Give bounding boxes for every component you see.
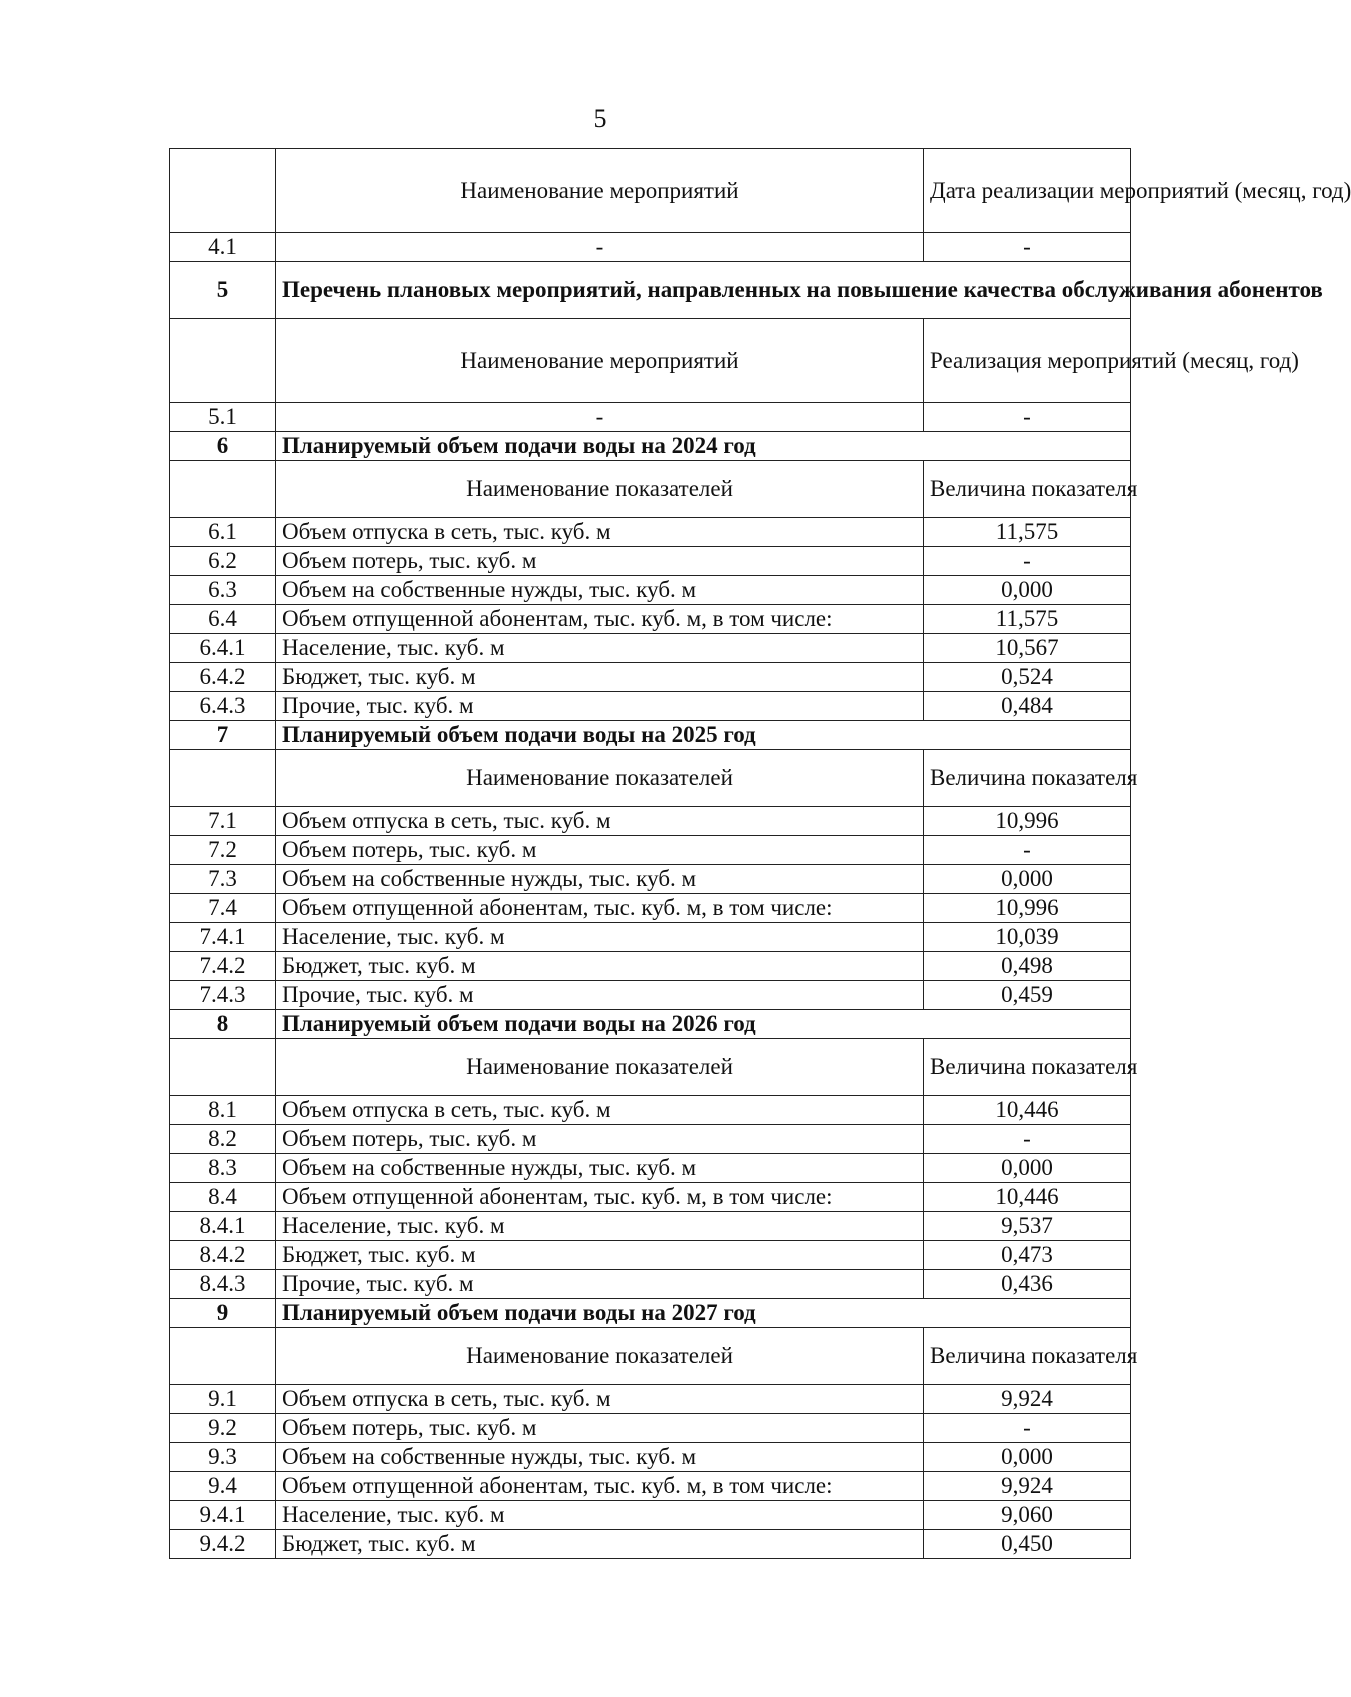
row-number: 8.4.3 — [170, 1270, 276, 1299]
row-name: - — [276, 233, 924, 262]
table-row — [170, 663, 1131, 692]
table-row — [170, 1096, 1131, 1125]
row-name: Объем потерь, тыс. куб. м — [276, 1414, 924, 1443]
row-number: 6.4.1 — [170, 634, 276, 663]
row-name: Население, тыс. куб. м — [276, 1212, 924, 1241]
row-value: 11,575 — [924, 518, 1131, 547]
header-date-cell: Дата реализации мероприятий (месяц, год) — [924, 149, 1131, 233]
table-row — [170, 865, 1131, 894]
header-num-cell — [170, 319, 276, 403]
row-number: 8.1 — [170, 1096, 276, 1125]
row-number: 9.3 — [170, 1443, 276, 1472]
row-name: Объем отпуска в сеть, тыс. куб. м — [276, 807, 924, 836]
table-row — [170, 233, 1131, 262]
table-row — [170, 894, 1131, 923]
row-number: 7.2 — [170, 836, 276, 865]
row-value: 11,575 — [924, 605, 1131, 634]
row-number: 5.1 — [170, 403, 276, 432]
row-number: 8.3 — [170, 1154, 276, 1183]
table-row — [170, 634, 1131, 663]
row-number: 7.4 — [170, 894, 276, 923]
row-name: Объем отпуска в сеть, тыс. куб. м — [276, 1385, 924, 1414]
row-value: - — [924, 836, 1131, 865]
row-name: Объем на собственные нужды, тыс. куб. м — [276, 1443, 924, 1472]
table-row — [170, 807, 1131, 836]
header-value-cell: Величина показателя — [924, 1039, 1131, 1096]
row-value: 0,450 — [924, 1530, 1131, 1559]
row-number: 9.4 — [170, 1472, 276, 1501]
row-value: 0,436 — [924, 1270, 1131, 1299]
row-value: - — [924, 1414, 1131, 1443]
row-value: - — [924, 403, 1131, 432]
row-value: 10,996 — [924, 807, 1131, 836]
section-title: Планируемый объем подачи воды на 2026 год — [276, 1010, 1131, 1039]
table-row — [170, 1154, 1131, 1183]
table-row — [170, 576, 1131, 605]
section-title: Перечень плановых мероприятий, направленных на повышение качества обслуживания абонентов — [276, 262, 1131, 319]
header-name-cell: Наименование мероприятий — [276, 149, 924, 233]
row-value: - — [924, 1125, 1131, 1154]
section-header-row — [170, 461, 1131, 518]
section-number: 6 — [170, 432, 276, 461]
table-row — [170, 1183, 1131, 1212]
header-name-cell: Наименование показателей — [276, 750, 924, 807]
section-title: Планируемый объем подачи воды на 2027 год — [276, 1299, 1131, 1328]
row-name: Бюджет, тыс. куб. м — [276, 663, 924, 692]
row-number: 7.3 — [170, 865, 276, 894]
header-name-cell: Наименование мероприятий — [276, 319, 924, 403]
row-number: 6.4.3 — [170, 692, 276, 721]
table-row — [170, 1241, 1131, 1270]
row-value: 9,924 — [924, 1472, 1131, 1501]
section-title: Планируемый объем подачи воды на 2024 год — [276, 432, 1131, 461]
row-name: Объем на собственные нужды, тыс. куб. м — [276, 1154, 924, 1183]
table-row — [170, 403, 1131, 432]
header-num-cell — [170, 1039, 276, 1096]
row-number: 7.4.2 — [170, 952, 276, 981]
row-name: Бюджет, тыс. куб. м — [276, 1530, 924, 1559]
row-number: 8.4.2 — [170, 1241, 276, 1270]
header-num-cell — [170, 1328, 276, 1385]
table-row — [170, 952, 1131, 981]
row-name: Объем отпуска в сеть, тыс. куб. м — [276, 518, 924, 547]
row-number: 6.1 — [170, 518, 276, 547]
header-value-cell: Величина показателя — [924, 1328, 1131, 1385]
row-value: 10,567 — [924, 634, 1131, 663]
section-header-row — [170, 1039, 1131, 1096]
row-value: 0,000 — [924, 1443, 1131, 1472]
table-row — [170, 836, 1131, 865]
section-title-row — [170, 1299, 1131, 1328]
row-value: 0,498 — [924, 952, 1131, 981]
table-row — [170, 1270, 1131, 1299]
header-num-cell — [170, 461, 276, 518]
section-title: Планируемый объем подачи воды на 2025 год — [276, 721, 1131, 750]
section-title-row — [170, 262, 1131, 319]
row-value: 10,446 — [924, 1183, 1131, 1212]
row-name: Прочие, тыс. куб. м — [276, 981, 924, 1010]
row-name: Бюджет, тыс. куб. м — [276, 952, 924, 981]
row-name: Объем на собственные нужды, тыс. куб. м — [276, 865, 924, 894]
section-header-row — [170, 1328, 1131, 1385]
table-row — [170, 605, 1131, 634]
row-name: Объем потерь, тыс. куб. м — [276, 1125, 924, 1154]
header-value-cell: Реализация мероприятий (месяц, год) — [924, 319, 1131, 403]
row-name: Бюджет, тыс. куб. м — [276, 1241, 924, 1270]
table-row — [170, 692, 1131, 721]
row-name: Объем отпущенной абонентам, тыс. куб. м, в том числе: — [276, 605, 924, 634]
row-number: 9.4.2 — [170, 1530, 276, 1559]
row-name: Население, тыс. куб. м — [276, 634, 924, 663]
table-row — [170, 1443, 1131, 1472]
row-value: 10,996 — [924, 894, 1131, 923]
table-row — [170, 518, 1131, 547]
row-number: 9.2 — [170, 1414, 276, 1443]
section-header-row — [170, 319, 1131, 403]
row-number: 6.4 — [170, 605, 276, 634]
row-number: 9.4.1 — [170, 1501, 276, 1530]
row-number: 6.4.2 — [170, 663, 276, 692]
row-value: 0,459 — [924, 981, 1131, 1010]
row-name: Объем потерь, тыс. куб. м — [276, 836, 924, 865]
section-number: 7 — [170, 721, 276, 750]
row-number: 7.4.1 — [170, 923, 276, 952]
row-value: 9,060 — [924, 1501, 1131, 1530]
page-number: 5 — [593, 104, 607, 133]
row-value: - — [924, 547, 1131, 576]
row-number: 9.1 — [170, 1385, 276, 1414]
row-name: Население, тыс. куб. м — [276, 1501, 924, 1530]
section-number: 9 — [170, 1299, 276, 1328]
row-value: 10,446 — [924, 1096, 1131, 1125]
row-number: 4.1 — [170, 233, 276, 262]
row-name: - — [276, 403, 924, 432]
row-value: 0,473 — [924, 1241, 1131, 1270]
section-header-row — [170, 750, 1131, 807]
section-title-row — [170, 721, 1131, 750]
row-value: 0,000 — [924, 865, 1131, 894]
header-num-cell — [170, 149, 276, 233]
row-name: Объем отпущенной абонентам, тыс. куб. м, в том числе: — [276, 894, 924, 923]
row-name: Объем потерь, тыс. куб. м — [276, 547, 924, 576]
row-number: 8.4.1 — [170, 1212, 276, 1241]
table-row — [170, 547, 1131, 576]
row-number: 6.3 — [170, 576, 276, 605]
table-row — [170, 1125, 1131, 1154]
section-number: 5 — [170, 262, 276, 319]
header-name-cell: Наименование показателей — [276, 1328, 924, 1385]
section-title-row — [170, 432, 1131, 461]
header-num-cell — [170, 750, 276, 807]
table-row — [170, 981, 1131, 1010]
header-name-cell: Наименование показателей — [276, 461, 924, 518]
row-value: 0,524 — [924, 663, 1131, 692]
table-header-row — [170, 149, 1131, 233]
row-number: 8.4 — [170, 1183, 276, 1212]
header-value-cell: Величина показателя — [924, 750, 1131, 807]
table-row — [170, 923, 1131, 952]
table-row — [170, 1501, 1131, 1530]
table-row — [170, 1414, 1131, 1443]
row-value: 0,000 — [924, 1154, 1131, 1183]
row-number: 8.2 — [170, 1125, 276, 1154]
row-number: 7.1 — [170, 807, 276, 836]
row-value: 10,039 — [924, 923, 1131, 952]
row-value: 0,000 — [924, 576, 1131, 605]
row-name: Объем на собственные нужды, тыс. куб. м — [276, 576, 924, 605]
row-name: Прочие, тыс. куб. м — [276, 692, 924, 721]
section-number: 8 — [170, 1010, 276, 1039]
row-name: Объем отпущенной абонентам, тыс. куб. м, в том числе: — [276, 1472, 924, 1501]
table-row — [170, 1472, 1131, 1501]
row-name: Объем отпуска в сеть, тыс. куб. м — [276, 1096, 924, 1125]
row-value: 9,924 — [924, 1385, 1131, 1414]
section-title-row — [170, 1010, 1131, 1039]
table-row — [170, 1212, 1131, 1241]
row-number: 6.2 — [170, 547, 276, 576]
table-row — [170, 1385, 1131, 1414]
row-value: 9,537 — [924, 1212, 1131, 1241]
row-name: Прочие, тыс. куб. м — [276, 1270, 924, 1299]
header-value-cell: Величина показателя — [924, 461, 1131, 518]
row-number: 7.4.3 — [170, 981, 276, 1010]
row-name: Объем отпущенной абонентам, тыс. куб. м, в том числе: — [276, 1183, 924, 1212]
row-value: - — [924, 233, 1131, 262]
header-name-cell: Наименование показателей — [276, 1039, 924, 1096]
row-value: 0,484 — [924, 692, 1131, 721]
table-row — [170, 1530, 1131, 1559]
plan-table — [169, 148, 1351, 1559]
row-name: Население, тыс. куб. м — [276, 923, 924, 952]
